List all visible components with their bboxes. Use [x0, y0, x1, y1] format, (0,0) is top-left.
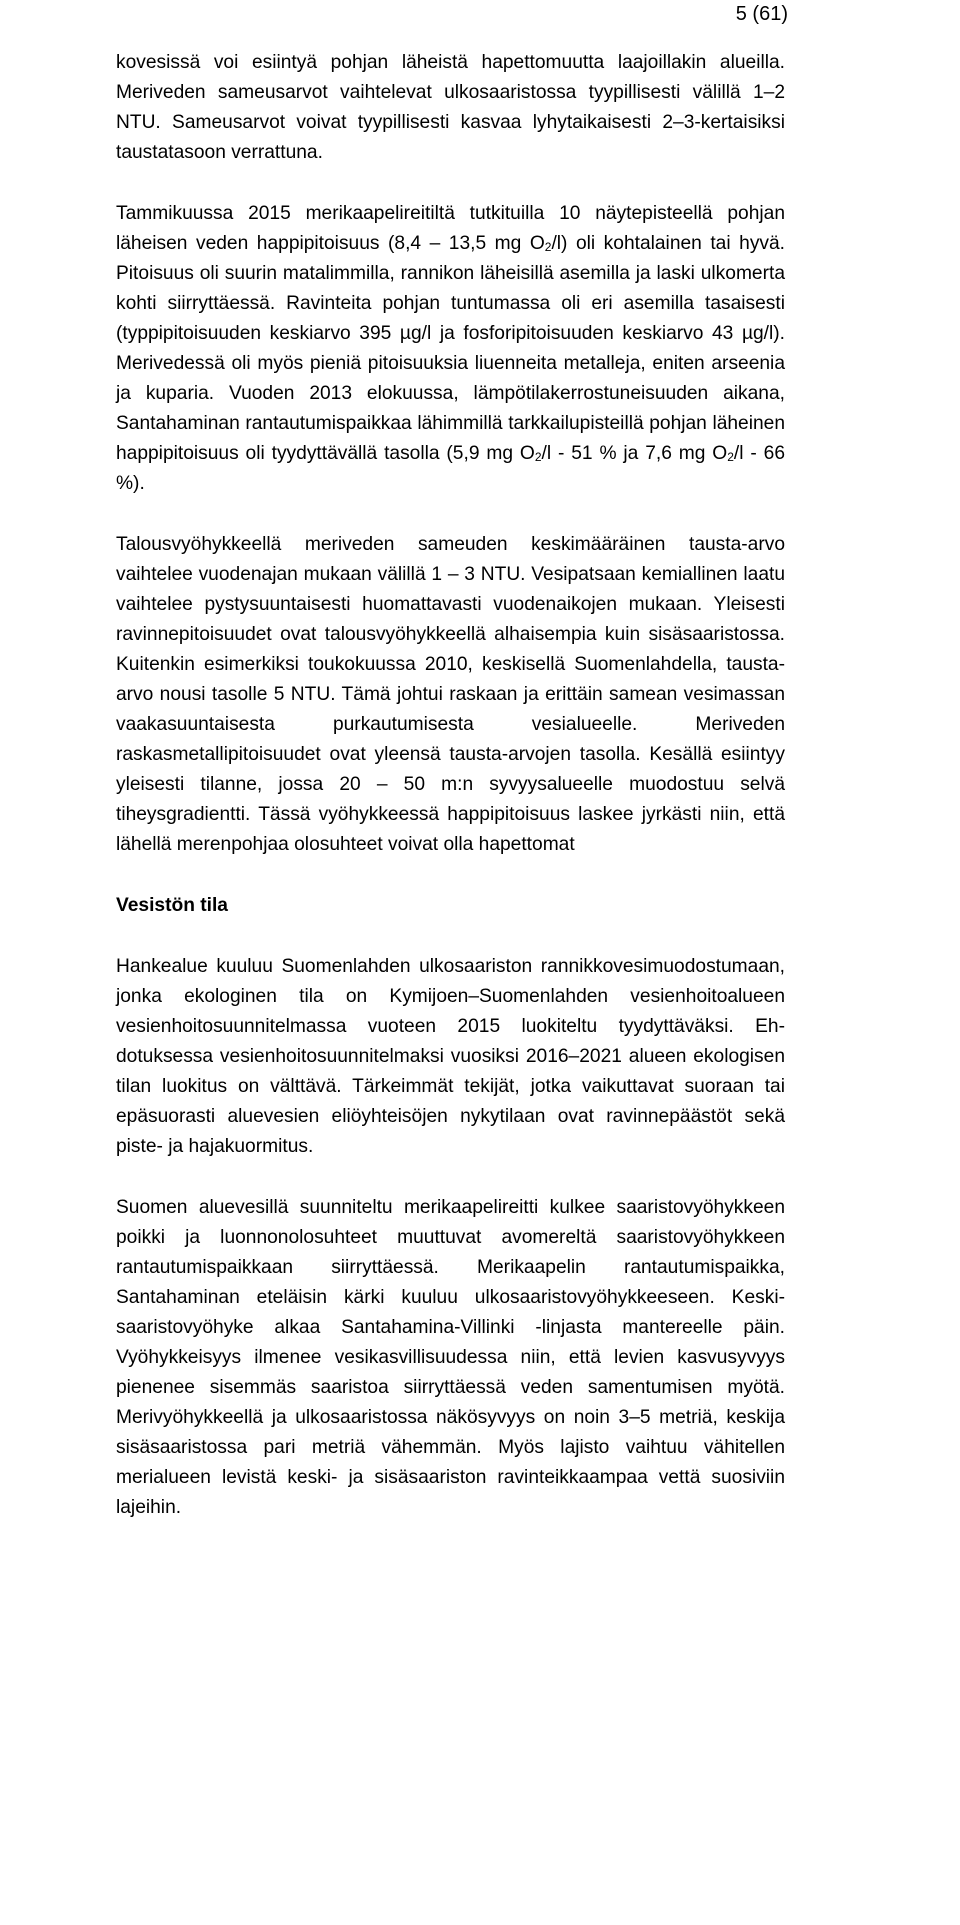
paragraph-archipelago-zones: Suomen aluevesillä suunniteltu merikaapelireitti kulkee saaristovyöhykkeen poikki ja luonnonolosuhteet muuttuvat avomereltä saaristovyöhykkeen rantautumispaikkaan siirryttäessä. Merikaapelin rantautumispaikka, Santahaminan eteläisin kärki kuuluu ulkosaaristovyöhykkeeseen. Keskisaaristovyöhyke alkaa Santahamina-Villinki -linjasta mantereelle päin. Vyöhykkeisyys ilmenee vesikasvillisuudessa niin, että levien kasvusyvyys pienenee sisemmäs saaristoa siirryttäessä veden samentumisen myötä. Merivyöhykkeellä ja ulkosaaristossa näkösyvyys on noin 3–5 metriä, keskija sisäsaaristossa pari metriä vähemmän. Myös lajisto vaihtuu vähitellen merialueen levistä keski- ja sisäsaariston ravinteikkaampaa vettä suosiviin lajeihin.: [116, 1197, 785, 1518]
page-number: 5 (61): [735, 3, 788, 25]
subscript-2: 2: [727, 450, 734, 464]
paragraph-oxygen-survey-text-b: /l) oli kohtalainen tai hyvä. Pitoisuus oli suurin matalimmilla, rannikon läheisillä asemilla ja laski ulkomerta kohti siirryttäessä. Ravinteita pohjan tuntumassa oli eri asemilla tasaisesti (typpipitoisuuden keskiarvo 395 µg/l ja fosforipitoisuuden keskiarvo 43 µg/l). Merivedessä oli myös pieniä pitoisuuksia liuenneita metalleja, eniten arseenia ja kuparia. Vuoden 2013 elokuussa, lämpötilakerrostuneisuuden aikana, Santahaminan rantautumispaikkaa lähimmillä tarkkailupisteillä pohjan läheinen happipitoisuus oli tyydyttävällä tasolla (5,9 mg O: [116, 233, 786, 464]
subscript-2: 2: [544, 240, 552, 254]
paragraph-turbidity-intro: kovesissä voi esiintyä pohjan läheistä hapettomuutta laajoillakin alueilla. Meriveden sameusarvot vaihtelevat ulkosaaristossa tyypillisesti välillä 1–2 NTU. Sameusarvot voivat tyypillisesti kasvaa lyhytaikaisesti 2–3-kertaisiksi taustatasoon verrattuna.: [116, 52, 785, 163]
paragraph-oxygen-survey-text-d: /l - 66 %).: [116, 443, 786, 494]
paragraph-economic-zone: Talousvyöhykkeellä meriveden sameuden keskimääräinen tausta-arvo vaihtelee vuodenajan mukaan välillä 1 – 3 NTU. Vesipatsaan kemiallinen laatu vaihtelee pystysuuntaisesti huomattavasti vuodenaikojen mukaan. Yleisesti ravinnepitoisuudet ovat talousvyöhykkeellä alhaisempia kuin sisäsaaristossa. Kuitenkin esimerkiksi toukokuussa 2010, keskisellä Suomenlahdella, tausta-arvo nousi tasolle 5 NTU. Tämä johtui raskaan ja erittäin samean vesimassan vaakasuuntaisesta purkautumisesta vesialueelle. Meriveden raskasmetallipitoisuudet ovat yleensä tausta-arvojen tasolla. Kesällä esiintyy yleisesti tilanne, jossa 20 – 50 m:n syvyysalueelle muodostuu selvä tiheysgradientti. Tässä vyöhykkeessä happipitoisuus laskee jyrkästi niin, että lähellä merenpohjaa olosuhteet voivat olla hapettomat: [116, 534, 785, 855]
section-heading: Vesistön tila: [116, 895, 228, 916]
paragraph-oxygen-survey-text-c: /l - 51 % ja 7,6 mg O: [541, 443, 728, 464]
document-body: [116, 48, 785, 1554]
paragraph-oxygen-survey-text-a: Tammikuussa 2015 merikaapelireitiltä tutkituilla 10 näytepisteellä pohjan läheisen veden happipitoisuus (8,4 – 13,5 mg O: [116, 203, 785, 254]
paragraph-oxygen-survey: [116, 199, 785, 499]
subscript-2: 2: [534, 450, 542, 464]
paragraph-water-status: Hankealue kuuluu Suomenlahden ulkosaariston rannikkovesimuodostumaan, jonka ekologinen tila on Kymijoen–Suomenlahden vesienhoitoalueen vesienhoitosuunnitelmassa vuoteen 2015 luokiteltu tyydyttäväksi. Ehdotuksessa vesienhoitosuunnitelmaksi vuosiksi 2016–2021 alueen ekologisen tilan luokitus on välttävä. Tärkeimmät tekijät, jotka vaikuttavat suoraan tai epäsuorasti aluevesien eliöyhteisöjen nykytilaan ovat ravinnepäästöt sekä piste- ja hajakuormitus.: [116, 956, 785, 1157]
